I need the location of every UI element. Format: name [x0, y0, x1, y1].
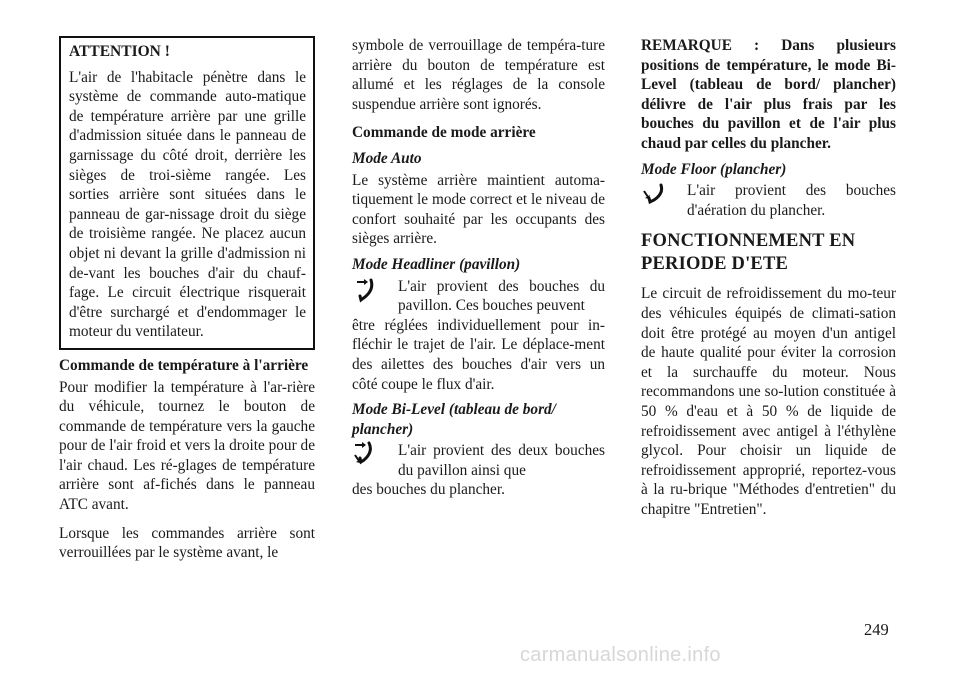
middle-column — [352, 36, 605, 500]
right-column — [641, 36, 896, 519]
mode-bilevel-text-a: L'air provient des deux bouches du pavillon ainsi que — [398, 442, 605, 479]
note-paragraph: REMARQUE : Dans plusieurs positions de température, le mode Bi-Level (tableau de bord/ plancher) délivre de l'air plus frais par les bouches du pavillon et de l'air plus chaud par celles du plancher. — [641, 37, 896, 152]
warning-title: ATTENTION ! — [69, 43, 170, 60]
rear-lock-paragraph: Lorsque les commandes arrière sont verrouillées par le système avant, le — [59, 524, 315, 562]
rear-temperature-paragraph: Pour modifier la température à l'ar-rière du véhicule, tournez le bouton de commande de température vers la gauche pour de l'air froid et vers la droite pour de l'air chaud. Les ré-glages de température arrière sont af-fichés dans le panneau ATC avant. — [59, 378, 315, 514]
mode-floor-title: Mode Floor (plancher) — [641, 160, 787, 178]
mode-bilevel-text-b: des bouches du plancher. — [352, 481, 505, 499]
warning-text: L'air de l'habitacle pénètre dans le système de commande auto-matique de température arrière par une grille d'admission située dans le panneau de garnissage du côté droit, derrière les sièges de troi-sième rangée. Les sorties arrière sont situées dans le panneau de gar-nissage droit du siège de troisième rangée. Ne placez aucun objet ni devant la grille d'admission ni de-vant les bouches d'air du chauf-fage. Le circuit électrique risquerait d'être surchargé et d'endommager le moteur du ventilateur. — [69, 68, 306, 341]
mode-auto-text: Le système arrière maintient automa-tiquement le mode correct et le niveau de confort souhaité par les occupants des sièges arrière. — [352, 171, 605, 248]
page-number: 249 — [864, 620, 889, 639]
mode-auto-title: Mode Auto — [352, 149, 422, 167]
headliner-airflow-icon — [352, 277, 378, 303]
mode-headliner-text-a: L'air provient des bouches du pavillon. Ces bouches peuvent — [398, 277, 605, 315]
mode-headliner-block — [352, 277, 605, 316]
mode-headliner-text-b: être réglées individuellement pour in-fléchir le trajet de l'air. Le déplace-ment des ailettes des bouches d'air vers un côté coupe le flux d'air. — [352, 316, 605, 393]
mode-bilevel-block — [352, 441, 605, 480]
rear-mode-heading: Commande de mode arrière — [352, 124, 536, 142]
mode-floor-block — [641, 181, 896, 220]
floor-airflow-icon — [641, 181, 667, 207]
mode-headliner-title: Mode Headliner (pavillon) — [352, 255, 521, 273]
left-column — [59, 36, 315, 563]
summer-operation-text: Le circuit de refroidissement du mo-teur des véhicules équipés de climati-sation doit être protégé au moyen d'un antigel de haute qualité pour éviter la corrosion et la surchauffe du moteur. Nous recommandons une so-lution constituée à 50 % d'eau et à 50 % de liquide de refroidissement avec antigel à l'éthylène glycol. Pour choisir un liquide de refroidissement approprié, reportez-vous à la ru-brique "Méthodes d'entretien" du chapitre "Entretien". — [641, 285, 896, 518]
warning-box — [59, 36, 315, 350]
lock-symbol-paragraph: symbole de verrouillage de tempéra-ture arrière du bouton de température est allumé et les réglages de la console suspendue arrière sont ignorés. — [352, 37, 605, 113]
section-heading: FONCTIONNEMENT EN PERIODE D'ETE — [641, 231, 856, 275]
bilevel-airflow-icon — [352, 441, 378, 467]
mode-bilevel-title: Mode Bi-Level (tableau de bord/ plancher) — [352, 401, 556, 438]
watermark: carmanualsonline.info — [520, 644, 721, 666]
rear-temperature-heading: Commande de température à l'arrière — [59, 356, 309, 374]
mode-floor-text: L'air provient des bouches d'aération du plancher. — [687, 182, 896, 219]
